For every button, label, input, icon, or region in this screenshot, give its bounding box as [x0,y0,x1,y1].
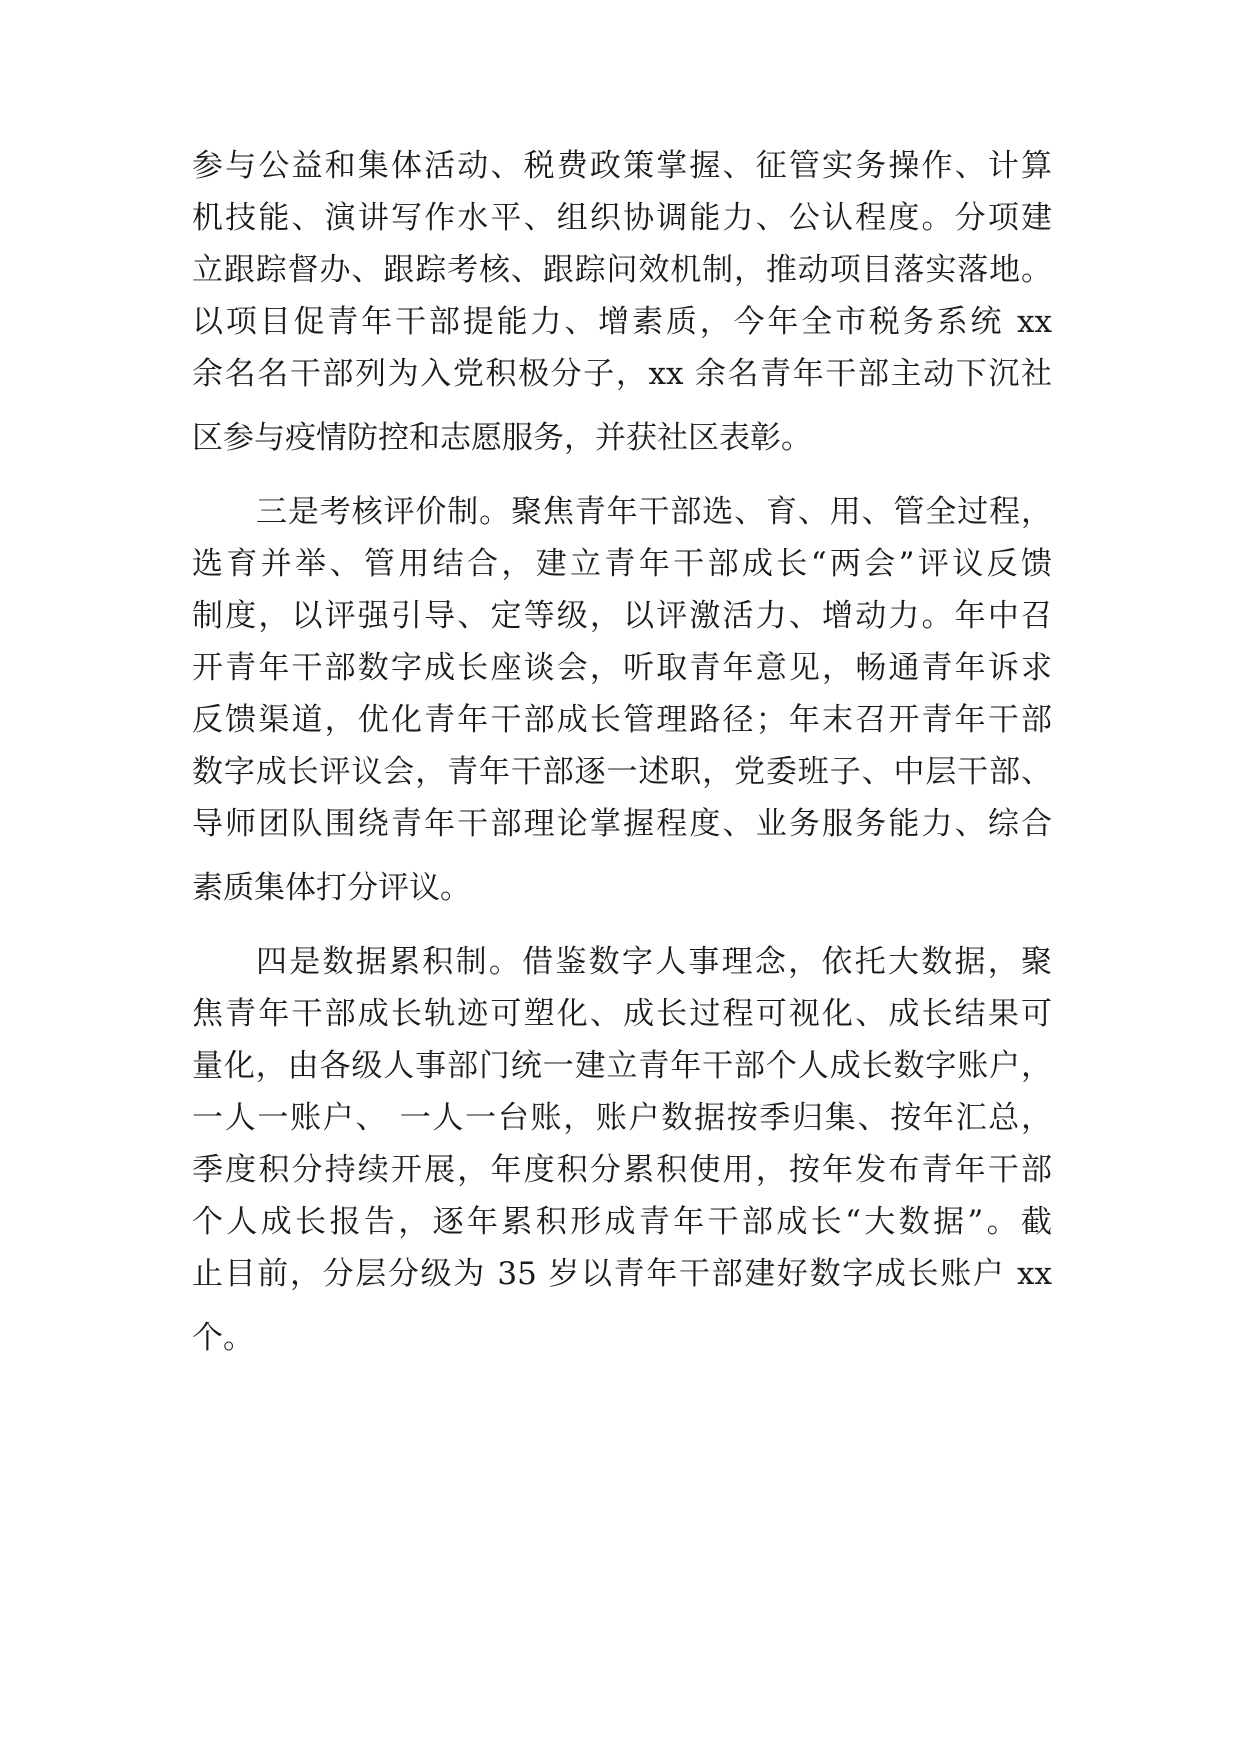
paragraph-1-line-2: 机技能、演讲写作水平、组织协调能力、公认程度。分项建 [192,200,1052,236]
paragraph-3-line-6: 个人成长报告，逐年累积形成青年干部成长“大数据”。截 [192,1204,1052,1240]
paragraph-3-line-8: 个。 [192,1320,254,1356]
paragraph-1-line-1: 参与公益和集体活动、税费政策掌握、征管实务操作、计算 [192,148,1052,184]
paragraph-2-line-6: 数字成长评议会，青年干部逐一述职，党委班子、中层干部、 [192,754,1052,790]
paragraph-1-line-3: 立跟踪督办、跟踪考核、跟踪问效机制，推动项目落实落地。 [192,252,1052,288]
paragraph-3-line-2: 焦青年干部成长轨迹可塑化、成长过程可视化、成长结果可 [192,996,1052,1032]
paragraph-1-line-5: 余名名干部列为入党积极分子，xx 余名青年干部主动下沉社 [192,356,1052,392]
paragraph-2-line-3: 制度，以评强引导、定等级，以评激活力、增动力。年中召 [192,598,1052,634]
paragraph-3-line-4: 一人一账户、 一人一台账，账户数据按季归集、按年汇总， [192,1100,1052,1136]
paragraph-3-line-1: 四是数据累积制。借鉴数字人事理念，依托大数据，聚 [256,944,1052,980]
paragraph-1-line-6: 区参与疫情防控和志愿服务，并获社区表彰。 [192,420,812,456]
paragraph-2-line-2: 选育并举、管用结合，建立青年干部成长“两会”评议反馈 [192,546,1052,582]
paragraph-3-line-7: 止目前，分层分级为 35 岁以青年干部建好数字成长账户 xx [192,1256,1052,1292]
paragraph-2-line-7: 导师团队围绕青年干部理论掌握程度、业务服务能力、综合 [192,806,1052,842]
paragraph-2-line-1: 三是考核评价制。聚焦青年干部选、育、用、管全过程， [256,494,1052,530]
paragraph-1-line-4: 以项目促青年干部提能力、增素质，今年全市税务系统 xx [192,304,1052,340]
paragraph-2-line-4: 开青年干部数字成长座谈会，听取青年意见，畅通青年诉求 [192,650,1052,686]
paragraph-3-line-5: 季度积分持续开展，年度积分累积使用，按年发布青年干部 [192,1152,1052,1188]
paragraph-2-line-8: 素质集体打分评议。 [192,870,471,906]
paragraph-2-line-5: 反馈渠道，优化青年干部成长管理路径；年末召开青年干部 [192,702,1052,738]
paragraph-3-line-3: 量化，由各级人事部门统一建立青年干部个人成长数字账户， [192,1048,1052,1084]
